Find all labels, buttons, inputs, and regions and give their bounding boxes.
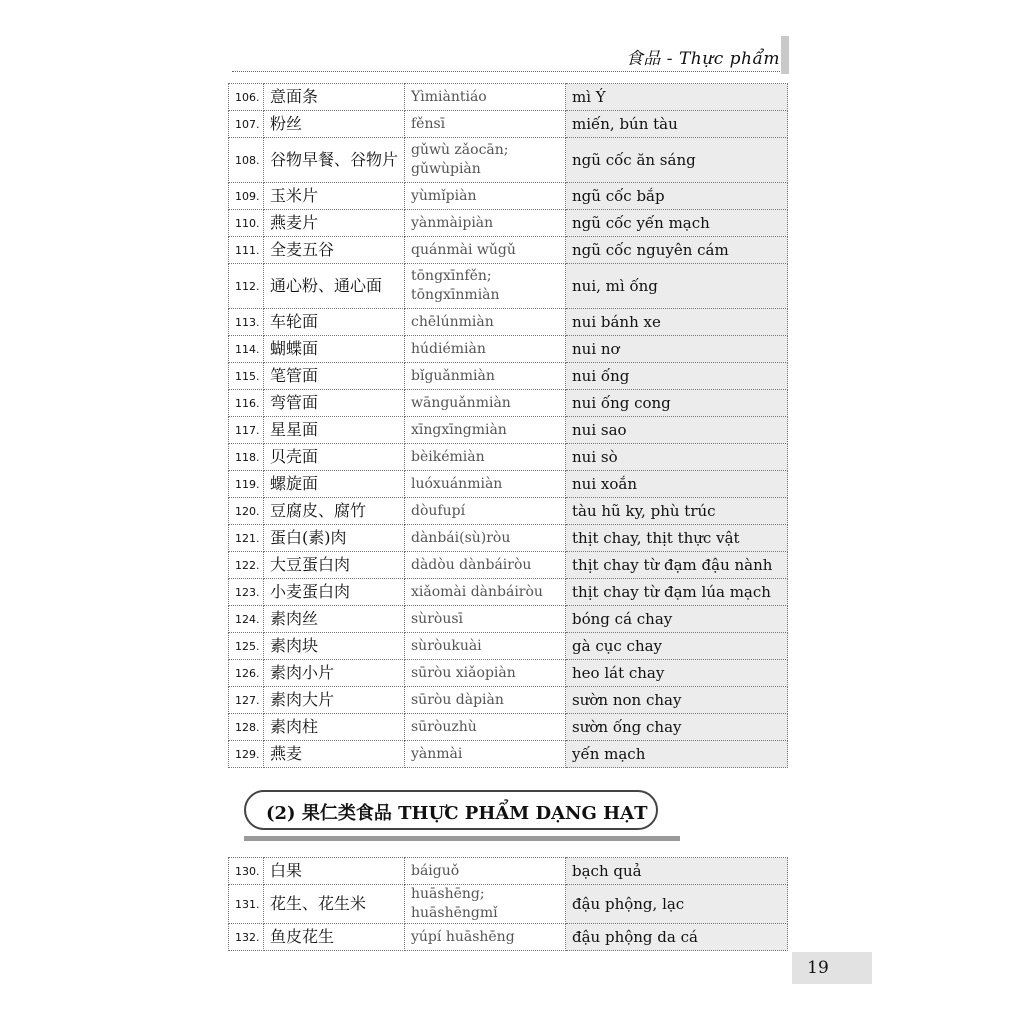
table-row [229, 309, 788, 336]
entry-number: 106. [229, 84, 264, 111]
chinese-term: 星星面 [264, 417, 405, 444]
entry-number: 112. [229, 264, 264, 309]
pinyin: sūròuzhù [405, 714, 566, 741]
chinese-term: 豆腐皮、腐竹 [264, 498, 405, 525]
pinyin: húdiémiàn [405, 336, 566, 363]
pinyin: quánmài wǔgǔ [405, 237, 566, 264]
vietnamese-meaning: bạch quả [566, 858, 788, 885]
table-row [229, 264, 788, 309]
pinyin: tōngxīnfěn; tōngxīnmiàn [405, 264, 566, 309]
chinese-term: 大豆蛋白肉 [264, 552, 405, 579]
table-row [229, 633, 788, 660]
vietnamese-meaning: thịt chay từ đạm đậu nành [566, 552, 788, 579]
vietnamese-meaning: yến mạch [566, 741, 788, 768]
entry-number: 109. [229, 183, 264, 210]
chinese-term: 螺旋面 [264, 471, 405, 498]
vietnamese-meaning: ngũ cốc yến mạch [566, 210, 788, 237]
pinyin: yànmàipiàn [405, 210, 566, 237]
entry-number: 123. [229, 579, 264, 606]
table-row [229, 111, 788, 138]
chinese-term: 蛋白(素)肉 [264, 525, 405, 552]
pinyin: sūròu dàpiàn [405, 687, 566, 714]
pinyin: yúpí huāshēng [405, 924, 566, 951]
chinese-term: 素肉块 [264, 633, 405, 660]
vocab-table-noodles [228, 83, 788, 768]
chinese-term: 燕麦片 [264, 210, 405, 237]
entry-number: 118. [229, 444, 264, 471]
vietnamese-meaning: sườn ống chay [566, 714, 788, 741]
header-title: 食品 - Thực phẩm [625, 49, 780, 69]
vietnamese-meaning: bóng cá chay [566, 606, 788, 633]
entry-number: 113. [229, 309, 264, 336]
entry-number: 121. [229, 525, 264, 552]
chinese-term: 贝壳面 [264, 444, 405, 471]
chinese-term: 玉米片 [264, 183, 405, 210]
entry-number: 108. [229, 138, 264, 183]
vietnamese-meaning: tàu hũ ky, phù trúc [566, 498, 788, 525]
table-row [229, 336, 788, 363]
entry-number: 116. [229, 390, 264, 417]
pinyin: luóxuánmiàn [405, 471, 566, 498]
entry-number: 111. [229, 237, 264, 264]
table-row [229, 525, 788, 552]
pinyin: sùròusī [405, 606, 566, 633]
table-row [229, 417, 788, 444]
entry-number: 107. [229, 111, 264, 138]
pinyin: xiǎomài dànbáiròu [405, 579, 566, 606]
chinese-term: 全麦五谷 [264, 237, 405, 264]
section-heading [244, 790, 658, 830]
chinese-term: 车轮面 [264, 309, 405, 336]
chinese-term: 弯管面 [264, 390, 405, 417]
entry-number: 129. [229, 741, 264, 768]
vietnamese-meaning: nui sao [566, 417, 788, 444]
vietnamese-meaning: sườn non chay [566, 687, 788, 714]
vietnamese-meaning: đậu phộng, lạc [566, 885, 788, 924]
pinyin: sūròu xiǎopiàn [405, 660, 566, 687]
header-divider [232, 71, 780, 72]
pinyin: wānguǎnmiàn [405, 390, 566, 417]
vietnamese-meaning: ngũ cốc nguyên cám [566, 237, 788, 264]
vietnamese-meaning: nui xoắn [566, 471, 788, 498]
table-row [229, 552, 788, 579]
pinyin: chēlúnmiàn [405, 309, 566, 336]
table-row [229, 606, 788, 633]
section-heading-underline [244, 836, 680, 841]
pinyin: dànbái(sù)ròu [405, 525, 566, 552]
table-row [229, 444, 788, 471]
vocab-table-nuts [228, 857, 788, 951]
section-heading-label: (2) 果仁类食品 THỰC PHẨM DẠNG HẠT [266, 803, 648, 824]
pinyin: fěnsī [405, 111, 566, 138]
table-row [229, 924, 788, 951]
pinyin: dòufupí [405, 498, 566, 525]
table-row [229, 183, 788, 210]
vietnamese-meaning: thịt chay từ đạm lúa mạch [566, 579, 788, 606]
entry-number: 131. [229, 885, 264, 924]
entry-number: 132. [229, 924, 264, 951]
vietnamese-meaning: gà cục chay [566, 633, 788, 660]
pinyin: Yìmiàntiáo [405, 84, 566, 111]
pinyin: bèikémiàn [405, 444, 566, 471]
chinese-term: 鱼皮花生 [264, 924, 405, 951]
pinyin: gǔwù zǎocān; gǔwùpiàn [405, 138, 566, 183]
page-header [232, 44, 780, 70]
chinese-term: 素肉大片 [264, 687, 405, 714]
table-row [229, 363, 788, 390]
page-number: 19 [807, 958, 829, 978]
entry-number: 117. [229, 417, 264, 444]
vietnamese-meaning: ngũ cốc bắp [566, 183, 788, 210]
chinese-term: 花生、花生米 [264, 885, 405, 924]
entry-number: 114. [229, 336, 264, 363]
table-row [229, 741, 788, 768]
entry-number: 120. [229, 498, 264, 525]
table-row [229, 660, 788, 687]
pinyin: xīngxīngmiàn [405, 417, 566, 444]
chinese-term: 素肉丝 [264, 606, 405, 633]
chinese-term: 谷物早餐、谷物片 [264, 138, 405, 183]
pinyin: yànmài [405, 741, 566, 768]
table-row [229, 885, 788, 924]
vietnamese-meaning: miến, bún tàu [566, 111, 788, 138]
table-row [229, 471, 788, 498]
vietnamese-meaning: nui sò [566, 444, 788, 471]
vietnamese-meaning: nui ống cong [566, 390, 788, 417]
chinese-term: 素肉柱 [264, 714, 405, 741]
pinyin: báiguǒ [405, 858, 566, 885]
table-row [229, 687, 788, 714]
table-row [229, 858, 788, 885]
vietnamese-meaning: nui bánh xe [566, 309, 788, 336]
vietnamese-meaning: ngũ cốc ăn sáng [566, 138, 788, 183]
pinyin: dàdòu dànbáiròu [405, 552, 566, 579]
vietnamese-meaning: nui nơ [566, 336, 788, 363]
vocab-table-body [229, 84, 788, 768]
vietnamese-meaning: heo lát chay [566, 660, 788, 687]
chinese-term: 白果 [264, 858, 405, 885]
table-row [229, 390, 788, 417]
vietnamese-meaning: mì Ý [566, 84, 788, 111]
vietnamese-meaning: nui, mì ống [566, 264, 788, 309]
entry-number: 115. [229, 363, 264, 390]
entry-number: 119. [229, 471, 264, 498]
vocab-table-body [229, 858, 788, 951]
table-row [229, 237, 788, 264]
chinese-term: 素肉小片 [264, 660, 405, 687]
entry-number: 128. [229, 714, 264, 741]
table-row [229, 84, 788, 111]
pinyin: huāshēng; huāshēngmǐ [405, 885, 566, 924]
entry-number: 125. [229, 633, 264, 660]
table-row [229, 138, 788, 183]
table-row [229, 210, 788, 237]
vietnamese-meaning: thịt chay, thịt thực vật [566, 525, 788, 552]
table-row [229, 579, 788, 606]
chinese-term: 通心粉、通心面 [264, 264, 405, 309]
page-number-box [792, 952, 872, 984]
chinese-term: 蝴蝶面 [264, 336, 405, 363]
table-row [229, 498, 788, 525]
entry-number: 110. [229, 210, 264, 237]
pinyin: yùmǐpiàn [405, 183, 566, 210]
pinyin: bǐguǎnmiàn [405, 363, 566, 390]
chinese-term: 燕麦 [264, 741, 405, 768]
chinese-term: 小麦蛋白肉 [264, 579, 405, 606]
chinese-term: 意面条 [264, 84, 405, 111]
table-row [229, 714, 788, 741]
entry-number: 126. [229, 660, 264, 687]
header-accent-bar [781, 36, 789, 74]
vietnamese-meaning: nui ống [566, 363, 788, 390]
chinese-term: 笔管面 [264, 363, 405, 390]
entry-number: 124. [229, 606, 264, 633]
chinese-term: 粉丝 [264, 111, 405, 138]
entry-number: 130. [229, 858, 264, 885]
entry-number: 127. [229, 687, 264, 714]
vietnamese-meaning: đậu phộng da cá [566, 924, 788, 951]
entry-number: 122. [229, 552, 264, 579]
pinyin: sùròukuài [405, 633, 566, 660]
